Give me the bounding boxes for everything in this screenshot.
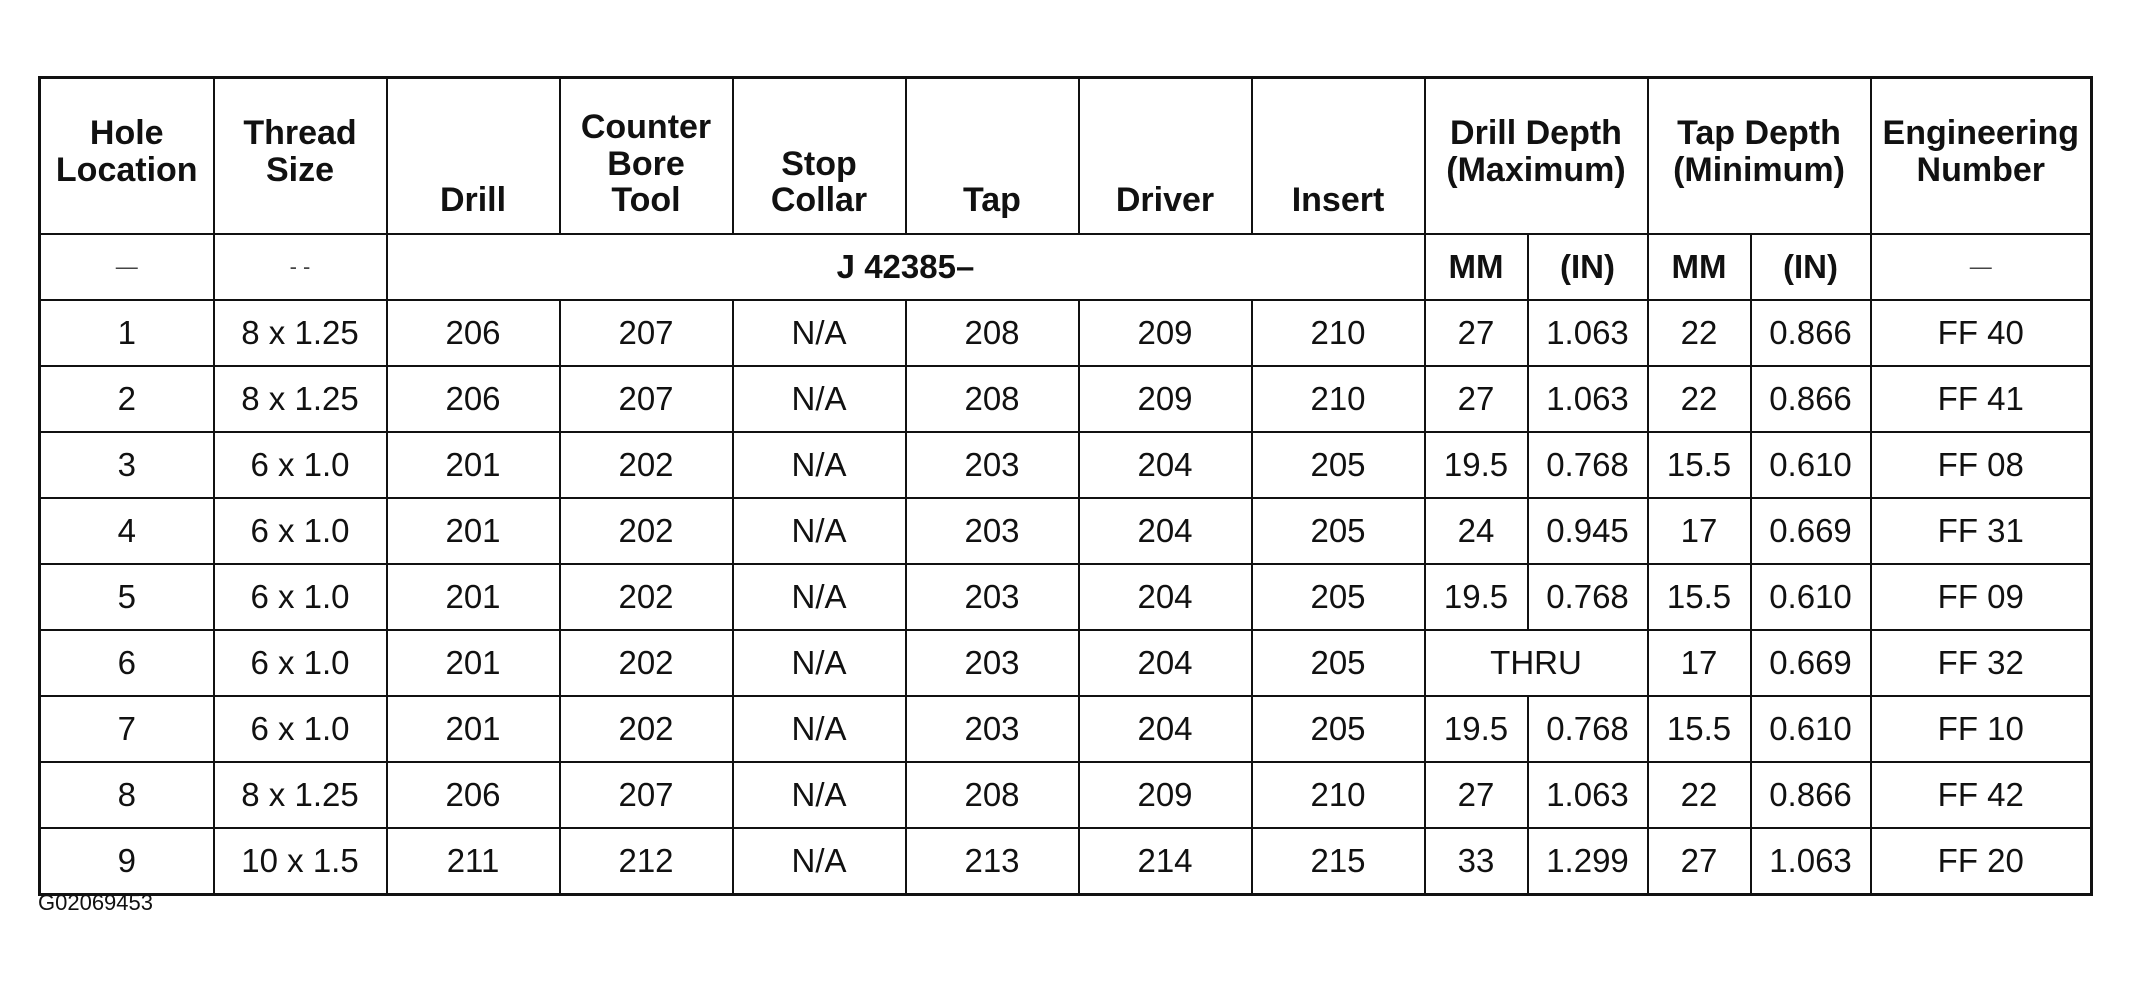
cell-thread-size: 6 x 1.0	[214, 564, 387, 630]
subheader-tap-depth-mm: MM	[1648, 234, 1751, 300]
cell-counter-bore: 202	[560, 432, 733, 498]
cell-engineering-number: FF 32	[1871, 630, 2092, 696]
cell-tap-depth-mm: 17	[1648, 498, 1751, 564]
cell-stop-collar: N/A	[733, 828, 906, 895]
subheader-tap-depth-in: (IN)	[1751, 234, 1871, 300]
cell-tap-depth-mm: 27	[1648, 828, 1751, 895]
cell-insert: 215	[1252, 828, 1425, 895]
subheader-drill-depth-mm: MM	[1425, 234, 1528, 300]
header-engineering-number: Engineering Number	[1871, 78, 2092, 235]
cell-counter-bore: 207	[560, 762, 733, 828]
cell-engineering-number: FF 31	[1871, 498, 2092, 564]
subheader-tool-kit: J 42385–	[387, 234, 1425, 300]
cell-stop-collar: N/A	[733, 630, 906, 696]
thread-repair-spec-table	[38, 76, 2093, 896]
cell-tap-depth-in: 0.866	[1751, 762, 1871, 828]
cell-drill-depth-in: 0.768	[1528, 432, 1648, 498]
cell-hole-location: 2	[40, 366, 214, 432]
cell-insert: 210	[1252, 762, 1425, 828]
cell-tap-depth-in: 0.610	[1751, 564, 1871, 630]
subheader-hole-location: —	[40, 234, 214, 300]
figure-code: G02069453	[38, 890, 153, 915]
cell-drill-depth-in: 1.063	[1528, 762, 1648, 828]
cell-hole-location: 3	[40, 432, 214, 498]
cell-thread-size: 8 x 1.25	[214, 366, 387, 432]
cell-engineering-number: FF 09	[1871, 564, 2092, 630]
cell-stop-collar: N/A	[733, 498, 906, 564]
cell-thread-size: 6 x 1.0	[214, 498, 387, 564]
cell-drill-depth-in: 0.945	[1528, 498, 1648, 564]
cell-thread-size: 8 x 1.25	[214, 300, 387, 366]
cell-tap: 203	[906, 630, 1079, 696]
cell-engineering-number: FF 42	[1871, 762, 2092, 828]
table-row	[40, 300, 2092, 366]
cell-driver: 209	[1079, 366, 1252, 432]
cell-insert: 210	[1252, 300, 1425, 366]
cell-driver: 214	[1079, 828, 1252, 895]
cell-engineering-number: FF 10	[1871, 696, 2092, 762]
table-header-row	[40, 78, 2092, 235]
cell-insert: 210	[1252, 366, 1425, 432]
cell-thread-size: 8 x 1.25	[214, 762, 387, 828]
cell-hole-location: 5	[40, 564, 214, 630]
cell-tap: 208	[906, 762, 1079, 828]
header-drill: Drill	[387, 78, 560, 235]
table-row	[40, 564, 2092, 630]
header-hole-location: Hole Location	[40, 78, 214, 235]
cell-hole-location: 8	[40, 762, 214, 828]
cell-drill: 201	[387, 564, 560, 630]
cell-tap: 213	[906, 828, 1079, 895]
cell-thread-size: 10 x 1.5	[214, 828, 387, 895]
cell-stop-collar: N/A	[733, 300, 906, 366]
table-row	[40, 432, 2092, 498]
cell-hole-location: 1	[40, 300, 214, 366]
cell-drill-depth-in: 1.299	[1528, 828, 1648, 895]
cell-drill-depth-thru: THRU	[1425, 630, 1648, 696]
cell-drill: 206	[387, 300, 560, 366]
header-tap-depth: Tap Depth (Minimum)	[1648, 78, 1871, 235]
table-subheader-row	[40, 234, 2092, 300]
cell-thread-size: 6 x 1.0	[214, 630, 387, 696]
cell-insert: 205	[1252, 630, 1425, 696]
cell-drill: 211	[387, 828, 560, 895]
header-stop-collar: Stop Collar	[733, 78, 906, 235]
cell-tap: 203	[906, 432, 1079, 498]
cell-hole-location: 4	[40, 498, 214, 564]
cell-driver: 204	[1079, 696, 1252, 762]
subheader-engineering-number: —	[1871, 234, 2092, 300]
cell-tap-depth-mm: 22	[1648, 366, 1751, 432]
subheader-thread-size: - -	[214, 234, 387, 300]
cell-tap-depth-in: 0.669	[1751, 630, 1871, 696]
cell-driver: 204	[1079, 630, 1252, 696]
cell-stop-collar: N/A	[733, 366, 906, 432]
cell-drill: 206	[387, 762, 560, 828]
table-row	[40, 762, 2092, 828]
table-row	[40, 828, 2092, 895]
table-row	[40, 696, 2092, 762]
cell-insert: 205	[1252, 696, 1425, 762]
cell-counter-bore: 202	[560, 498, 733, 564]
cell-tap-depth-in: 0.866	[1751, 366, 1871, 432]
cell-tap-depth-in: 0.610	[1751, 432, 1871, 498]
cell-drill: 201	[387, 432, 560, 498]
cell-drill-depth-in: 1.063	[1528, 300, 1648, 366]
cell-stop-collar: N/A	[733, 564, 906, 630]
cell-counter-bore: 207	[560, 300, 733, 366]
cell-driver: 209	[1079, 762, 1252, 828]
cell-counter-bore: 202	[560, 630, 733, 696]
cell-tap-depth-mm: 15.5	[1648, 432, 1751, 498]
cell-counter-bore: 207	[560, 366, 733, 432]
cell-insert: 205	[1252, 432, 1425, 498]
table-row	[40, 366, 2092, 432]
cell-tap: 203	[906, 498, 1079, 564]
cell-drill-depth-mm: 27	[1425, 300, 1528, 366]
cell-thread-size: 6 x 1.0	[214, 432, 387, 498]
cell-tap-depth-in: 0.669	[1751, 498, 1871, 564]
cell-driver: 204	[1079, 498, 1252, 564]
cell-counter-bore: 212	[560, 828, 733, 895]
cell-tap-depth-mm: 17	[1648, 630, 1751, 696]
cell-drill-depth-in: 0.768	[1528, 696, 1648, 762]
cell-tap-depth-in: 1.063	[1751, 828, 1871, 895]
cell-stop-collar: N/A	[733, 432, 906, 498]
cell-drill: 206	[387, 366, 560, 432]
header-counter-bore-tool: Counter Bore Tool	[560, 78, 733, 235]
cell-driver: 204	[1079, 564, 1252, 630]
cell-tap-depth-in: 0.866	[1751, 300, 1871, 366]
cell-drill-depth-mm: 19.5	[1425, 432, 1528, 498]
cell-tap-depth-mm: 22	[1648, 300, 1751, 366]
cell-hole-location: 9	[40, 828, 214, 895]
cell-tap: 208	[906, 300, 1079, 366]
header-insert: Insert	[1252, 78, 1425, 235]
cell-tap: 208	[906, 366, 1079, 432]
cell-tap: 203	[906, 564, 1079, 630]
header-driver: Driver	[1079, 78, 1252, 235]
cell-drill: 201	[387, 696, 560, 762]
cell-hole-location: 6	[40, 630, 214, 696]
cell-engineering-number: FF 08	[1871, 432, 2092, 498]
cell-driver: 204	[1079, 432, 1252, 498]
cell-drill-depth-mm: 19.5	[1425, 564, 1528, 630]
cell-drill-depth-in: 1.063	[1528, 366, 1648, 432]
header-thread-size: Thread Size	[214, 78, 387, 235]
subheader-drill-depth-in: (IN)	[1528, 234, 1648, 300]
cell-hole-location: 7	[40, 696, 214, 762]
table-row	[40, 498, 2092, 564]
cell-drill-depth-mm: 33	[1425, 828, 1528, 895]
cell-drill-depth-in: 0.768	[1528, 564, 1648, 630]
table-row	[40, 630, 2092, 696]
cell-drill: 201	[387, 630, 560, 696]
header-drill-depth: Drill Depth (Maximum)	[1425, 78, 1648, 235]
cell-engineering-number: FF 41	[1871, 366, 2092, 432]
cell-engineering-number: FF 20	[1871, 828, 2092, 895]
cell-tap-depth-mm: 15.5	[1648, 564, 1751, 630]
cell-drill-depth-mm: 27	[1425, 366, 1528, 432]
cell-counter-bore: 202	[560, 564, 733, 630]
cell-thread-size: 6 x 1.0	[214, 696, 387, 762]
cell-drill-depth-mm: 27	[1425, 762, 1528, 828]
cell-stop-collar: N/A	[733, 762, 906, 828]
cell-insert: 205	[1252, 564, 1425, 630]
cell-drill-depth-mm: 24	[1425, 498, 1528, 564]
header-tap: Tap	[906, 78, 1079, 235]
cell-insert: 205	[1252, 498, 1425, 564]
cell-stop-collar: N/A	[733, 696, 906, 762]
cell-engineering-number: FF 40	[1871, 300, 2092, 366]
cell-drill: 201	[387, 498, 560, 564]
cell-driver: 209	[1079, 300, 1252, 366]
cell-tap: 203	[906, 696, 1079, 762]
cell-tap-depth-mm: 15.5	[1648, 696, 1751, 762]
cell-tap-depth-in: 0.610	[1751, 696, 1871, 762]
cell-counter-bore: 202	[560, 696, 733, 762]
cell-drill-depth-mm: 19.5	[1425, 696, 1528, 762]
cell-tap-depth-mm: 22	[1648, 762, 1751, 828]
